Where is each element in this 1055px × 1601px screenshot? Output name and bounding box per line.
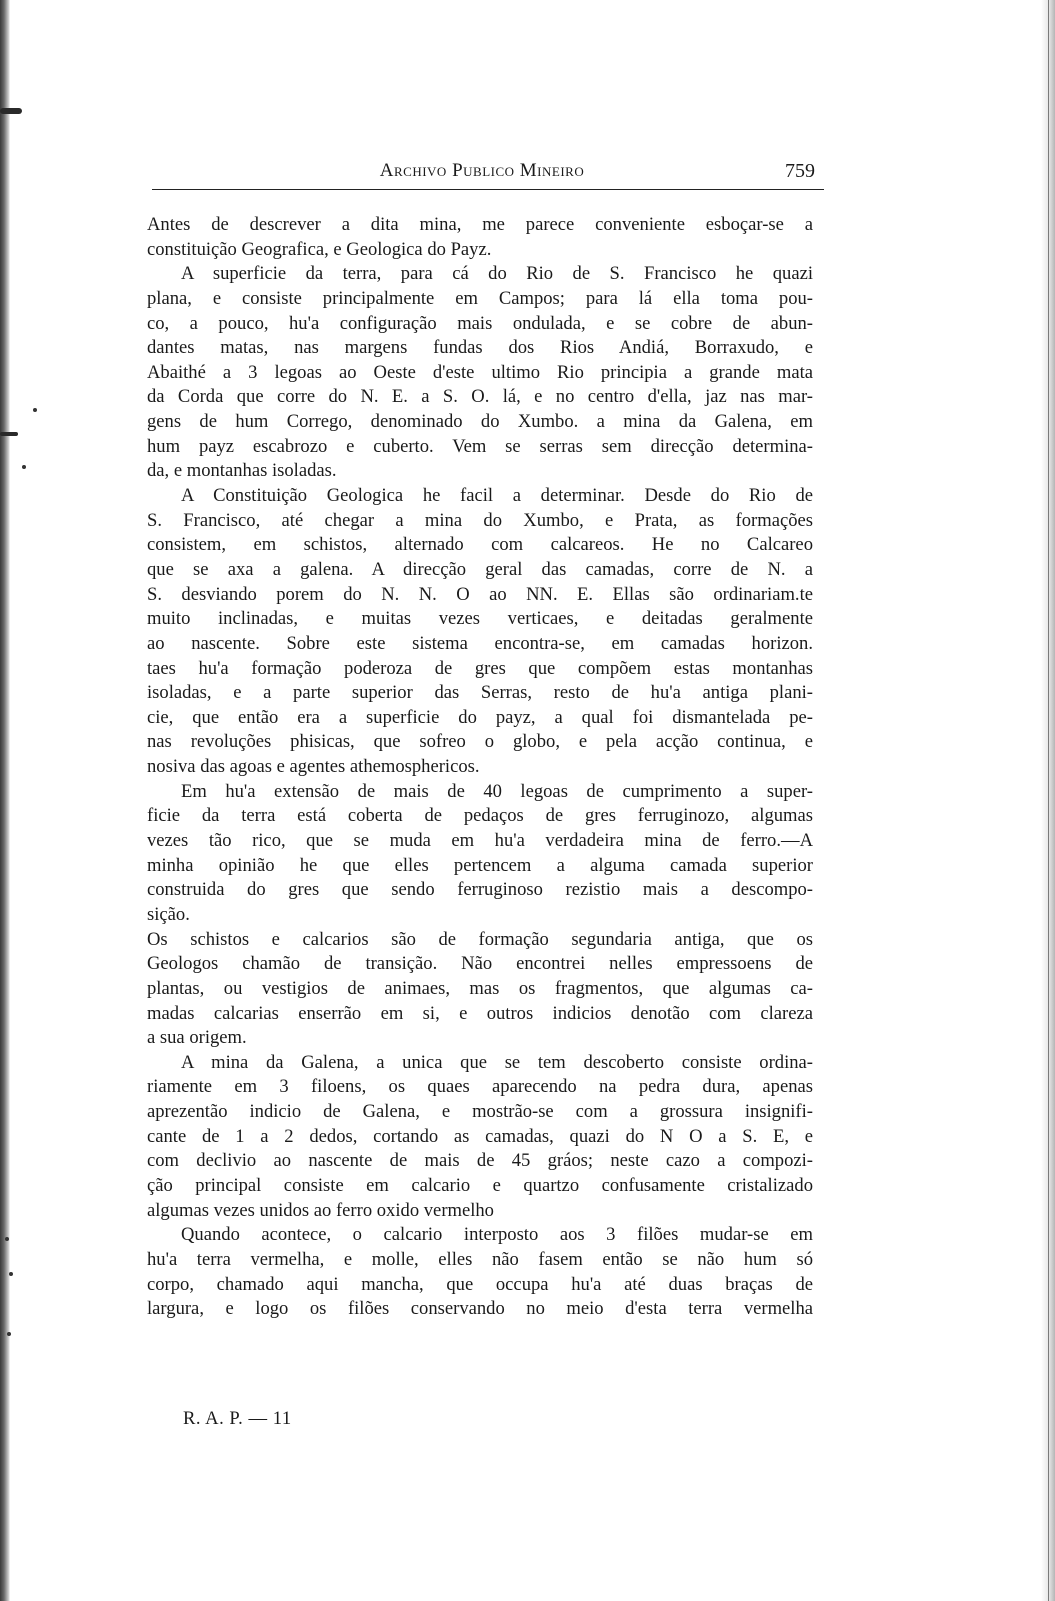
text-line: riamente em 3 filoens, os quaes aparecendo na pedra dura, apenas: [147, 1076, 813, 1098]
signature-mark: R. A. P. — 11: [183, 1408, 292, 1429]
scan-dot: [22, 465, 26, 469]
scan-mark: [0, 108, 22, 114]
text-line: ao nascente. Sobre este sistema encontra-se, em camadas horizon.: [147, 632, 813, 654]
page-number: 759: [785, 160, 815, 182]
text-line: S. desviando porem do N. N. O ao NN. E. Ellas são ordinariam.te: [147, 583, 813, 605]
body-text: [147, 213, 813, 1322]
text-line: ficie da terra está coberta de pedaços de gres ferruginozo, algumas: [147, 805, 813, 827]
text-line: Quando acontece, o calcario interposto aos 3 filões mudar-se em: [181, 1224, 813, 1246]
text-line: largura, e logo os filões conservando no meio d'esta terra vermelha: [147, 1298, 813, 1320]
text-line: madas calcarias enserrão em si, e outros indicios denotão com clareza: [147, 1002, 813, 1024]
text-line: hu'a terra vermelha, e molle, elles não fasem então se não hum só: [147, 1248, 813, 1270]
text-line: nas revoluções phisicas, que sofreo o globo, e pela acção continua, e: [147, 731, 813, 753]
text-line: vezes tão rico, que se muda em hu'a verdadeira mina de ferro.—A: [147, 830, 813, 852]
text-line: A Constituição Geologica he facil a determinar. Desde do Rio de: [181, 485, 813, 507]
text-line: A superficie da terra, para cá do Rio de S. Francisco he quazi: [181, 263, 813, 285]
text-line: S. Francisco, até chegar a mina do Xumbo, e Prata, as formações: [147, 509, 813, 531]
text-line: da, e montanhas isoladas.: [147, 460, 337, 482]
text-line: construida do gres que sendo ferruginoso rezistio mais a descompo-: [147, 879, 813, 901]
text-line: constituição Geografica, e Geologica do Payz.: [147, 238, 492, 260]
text-line: Antes de descrever a dita mina, me parece conveniente esboçar-se a: [147, 214, 813, 235]
text-line: cante de 1 a 2 dedos, cortando as camadas, quazi do N O a S. E, e: [147, 1125, 813, 1147]
text-line: isoladas, e a parte superior das Serras, resto de hu'a antiga plani-: [147, 682, 813, 704]
text-line: Em hu'a extensão de mais de 40 legoas de cumprimento a super-: [181, 780, 813, 802]
text-line: consistem, em schistos, alternado com calcareos. He no Calcareo: [147, 534, 813, 556]
text-line: ção principal consiste em calcario e quartzo confusamente cristalizado: [147, 1174, 813, 1196]
text-line: a sua origem.: [147, 1027, 247, 1049]
text-line: minha opinião he que elles pertencem a alguma camada superior: [147, 854, 813, 876]
text-line: algumas vezes unidos ao ferro oxido vermelho: [147, 1199, 494, 1221]
text-line: cie, que então era a superficie do payz, a qual foi dismantelada pe-: [147, 706, 813, 728]
text-line: com declivio ao nascente de mais de 45 gráos; neste cazo a compozi-: [147, 1150, 813, 1172]
scan-dot: [33, 408, 37, 412]
scan-edge-line: [1048, 0, 1049, 1601]
text-line: que se axa a galena. A direcção geral das camadas, corre de N. a: [147, 558, 813, 580]
page-header: [147, 160, 817, 190]
running-title: Archivo Publico Mineiro: [379, 160, 585, 181]
text-line: Os schistos e calcarios são de formação segundaria antiga, que os: [147, 928, 813, 950]
text-line: co, a pouco, hu'a configuração mais ondulada, e se cobre de abun-: [147, 312, 813, 334]
text-line: corpo, chamado aqui mancha, que occupa hu'a até duas braças de: [147, 1273, 813, 1295]
scan-dot: [5, 1237, 9, 1241]
text-line: dantes matas, nas margens fundas dos Rios Andiá, Borraxudo, e: [147, 337, 813, 359]
text-line: nosiva das agoas e agentes athemosphericos.: [147, 756, 480, 778]
text-line: muito inclinadas, e muitas vezes verticaes, e deitadas geralmente: [147, 608, 813, 630]
text-line: plana, e consiste principalmente em Campos; para lá ella toma pou-: [147, 287, 813, 309]
text-line: Geologos chamão de transição. Não encontrei nelles empressoens de: [147, 953, 813, 975]
text-line: aprezentão indicio de Galena, e mostrão-se com a grossura insignifi-: [147, 1101, 813, 1123]
text-line: plantas, ou vestigios de animaes, mas os fragmentos, que algumas ca-: [147, 977, 813, 999]
text-line: da Corda que corre do N. E. a S. O. lá, e no centro d'ella, jaz nas mar-: [147, 386, 813, 408]
text-line: A mina da Galena, a unica que se tem descoberto consiste ordina-: [181, 1051, 813, 1073]
scan-mark: [0, 432, 18, 436]
text-line: Abaithé a 3 legoas ao Oeste d'este ultimo Rio principia a grande mata: [147, 361, 813, 383]
text-line: gens de hum Corrego, denominado do Xumbo. a mina da Galena, em: [147, 411, 813, 433]
text-line: hum payz escabrozo e cuberto. Vem se serras sem direcção determina-: [147, 435, 813, 457]
text-line: taes hu'a formação poderoza de gres que compõem estas montanhas: [147, 657, 813, 679]
scan-dot: [7, 1332, 11, 1336]
scan-dot: [9, 1272, 13, 1276]
text-line: sição.: [147, 903, 190, 925]
header-rule: [152, 189, 824, 190]
scan-binding-edge: [0, 0, 10, 1601]
